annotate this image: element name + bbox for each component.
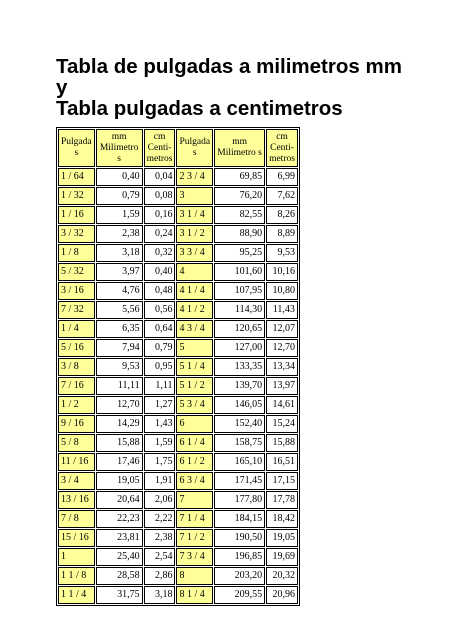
- cm-cell-2: 14,61: [266, 396, 298, 414]
- cm-cell: 0,16: [144, 206, 176, 224]
- inches-cell: 1 / 2: [58, 396, 95, 414]
- header-mm: mm Milimetro s: [96, 129, 143, 167]
- cm-cell-2: 18,42: [266, 510, 298, 528]
- mm-cell-2: 69,85: [214, 168, 265, 186]
- table-row: [58, 377, 298, 395]
- inches-cell: 13 / 16: [58, 491, 95, 509]
- table-row: [58, 586, 298, 604]
- mm-cell-2: 158,75: [214, 434, 265, 452]
- inches-cell: 1 / 4: [58, 320, 95, 338]
- inches-cell-2: 3 1 / 2: [176, 225, 213, 243]
- table-row: [58, 168, 298, 186]
- table-row: [58, 206, 298, 224]
- table-row: [58, 301, 298, 319]
- inches-cell-2: 6 3 / 4: [176, 472, 213, 490]
- cm-cell-2: 16,51: [266, 453, 298, 471]
- inches-cell: 7 / 16: [58, 377, 95, 395]
- cm-cell-2: 7,62: [266, 187, 298, 205]
- conversion-table: [56, 127, 300, 606]
- cm-cell: 3,18: [144, 586, 176, 604]
- cm-cell: 1,27: [144, 396, 176, 414]
- mm-cell: 11,11: [96, 377, 143, 395]
- table-row: [58, 548, 298, 566]
- cm-cell: 0,32: [144, 244, 176, 262]
- inches-cell: 5 / 16: [58, 339, 95, 357]
- cm-cell-2: 10,80: [266, 282, 298, 300]
- mm-cell-2: 88,90: [214, 225, 265, 243]
- cm-cell-2: 6,99: [266, 168, 298, 186]
- inches-cell-2: 4: [176, 263, 213, 281]
- mm-cell: 3,97: [96, 263, 143, 281]
- mm-cell: 23,81: [96, 529, 143, 547]
- mm-cell-2: 101,60: [214, 263, 265, 281]
- inches-cell: 1 / 16: [58, 206, 95, 224]
- cm-cell: 0,04: [144, 168, 176, 186]
- cm-cell: 0,24: [144, 225, 176, 243]
- cm-cell-2: 15,88: [266, 434, 298, 452]
- title-line-3: Tabla pulgadas a centimetros: [56, 97, 343, 120]
- inches-cell-2: 5: [176, 339, 213, 357]
- mm-cell: 5,56: [96, 301, 143, 319]
- inches-cell-2: 7 1 / 2: [176, 529, 213, 547]
- mm-cell-2: 184,15: [214, 510, 265, 528]
- inches-cell: 9 / 16: [58, 415, 95, 433]
- inches-cell-2: 3: [176, 187, 213, 205]
- mm-cell: 22,23: [96, 510, 143, 528]
- inches-cell: 7 / 8: [58, 510, 95, 528]
- mm-cell-2: 171,45: [214, 472, 265, 490]
- inches-cell-2: 6 1 / 4: [176, 434, 213, 452]
- inches-cell: 11 / 16: [58, 453, 95, 471]
- cm-cell: 2,86: [144, 567, 176, 585]
- cm-cell: 2,22: [144, 510, 176, 528]
- cm-cell-2: 20,32: [266, 567, 298, 585]
- table-row: [58, 225, 298, 243]
- table-row: [58, 282, 298, 300]
- cm-cell: 0,79: [144, 339, 176, 357]
- mm-cell-2: 82,55: [214, 206, 265, 224]
- cm-cell: 2,06: [144, 491, 176, 509]
- inches-cell: 3 / 32: [58, 225, 95, 243]
- inches-cell: 1 1 / 8: [58, 567, 95, 585]
- table-row: [58, 396, 298, 414]
- mm-cell: 17,46: [96, 453, 143, 471]
- mm-cell: 12,70: [96, 396, 143, 414]
- cm-cell: 1,11: [144, 377, 176, 395]
- mm-cell: 3,18: [96, 244, 143, 262]
- table-header-row: [58, 129, 298, 167]
- cm-cell: 1,59: [144, 434, 176, 452]
- inches-cell: 3 / 16: [58, 282, 95, 300]
- cm-cell-2: 17,15: [266, 472, 298, 490]
- mm-cell-2: 95,25: [214, 244, 265, 262]
- cm-cell: 2,38: [144, 529, 176, 547]
- mm-cell-2: 120,65: [214, 320, 265, 338]
- table-row: [58, 491, 298, 509]
- cm-cell: 0,95: [144, 358, 176, 376]
- mm-cell-2: 177,80: [214, 491, 265, 509]
- inches-cell-2: 6 1 / 2: [176, 453, 213, 471]
- mm-cell-2: 127,00: [214, 339, 265, 357]
- cm-cell: 0,48: [144, 282, 176, 300]
- inches-cell-2: 6: [176, 415, 213, 433]
- mm-cell-2: 146,05: [214, 396, 265, 414]
- title-line-2: y: [56, 76, 68, 99]
- table-body: [58, 168, 298, 604]
- cm-cell-2: 12,07: [266, 320, 298, 338]
- mm-cell: 14,29: [96, 415, 143, 433]
- cm-cell: 0,64: [144, 320, 176, 338]
- inches-cell: 3 / 4: [58, 472, 95, 490]
- mm-cell-2: 107,95: [214, 282, 265, 300]
- mm-cell-2: 196,85: [214, 548, 265, 566]
- table-row: [58, 472, 298, 490]
- table-row: [58, 339, 298, 357]
- cm-cell-2: 15,24: [266, 415, 298, 433]
- header-cm: cm Centi- metros: [144, 129, 176, 167]
- header-mm-2: mm Milimetro s: [214, 129, 265, 167]
- mm-cell: 6,35: [96, 320, 143, 338]
- mm-cell: 15,88: [96, 434, 143, 452]
- table-row: [58, 187, 298, 205]
- page-title: [56, 56, 456, 119]
- mm-cell: 20,64: [96, 491, 143, 509]
- cm-cell-2: 9,53: [266, 244, 298, 262]
- table-row: [58, 415, 298, 433]
- inches-cell-2: 7 3 / 4: [176, 548, 213, 566]
- table-row: [58, 320, 298, 338]
- cm-cell: 0,56: [144, 301, 176, 319]
- cm-cell-2: 17,78: [266, 491, 298, 509]
- cm-cell-2: 19,69: [266, 548, 298, 566]
- mm-cell: 2,38: [96, 225, 143, 243]
- table-row: [58, 434, 298, 452]
- table-row: [58, 453, 298, 471]
- cm-cell-2: 8,26: [266, 206, 298, 224]
- mm-cell: 19,05: [96, 472, 143, 490]
- inches-cell: 1 / 64: [58, 168, 95, 186]
- inches-cell: 1 / 8: [58, 244, 95, 262]
- mm-cell-2: 209,55: [214, 586, 265, 604]
- inches-cell-2: 5 1 / 4: [176, 358, 213, 376]
- inches-cell: 3 / 8: [58, 358, 95, 376]
- inches-cell-2: 3 3 / 4: [176, 244, 213, 262]
- inches-cell-2: 8: [176, 567, 213, 585]
- inches-cell-2: 5 3 / 4: [176, 396, 213, 414]
- mm-cell: 4,76: [96, 282, 143, 300]
- inches-cell: 7 / 32: [58, 301, 95, 319]
- table-row: [58, 263, 298, 281]
- mm-cell: 9,53: [96, 358, 143, 376]
- inches-cell-2: 7: [176, 491, 213, 509]
- inches-cell-2: 7 1 / 4: [176, 510, 213, 528]
- inches-cell: 1 1 / 4: [58, 586, 95, 604]
- mm-cell: 7,94: [96, 339, 143, 357]
- inches-cell-2: 5 1 / 2: [176, 377, 213, 395]
- mm-cell-2: 190,50: [214, 529, 265, 547]
- inches-cell-2: 3 1 / 4: [176, 206, 213, 224]
- mm-cell-2: 203,20: [214, 567, 265, 585]
- inches-cell: 1: [58, 548, 95, 566]
- mm-cell: 25,40: [96, 548, 143, 566]
- inches-cell-2: 2 3 / 4: [176, 168, 213, 186]
- mm-cell: 0,79: [96, 187, 143, 205]
- mm-cell: 1,59: [96, 206, 143, 224]
- cm-cell-2: 13,34: [266, 358, 298, 376]
- inches-cell: 5 / 32: [58, 263, 95, 281]
- inches-cell-2: 4 3 / 4: [176, 320, 213, 338]
- inches-cell-2: 4 1 / 4: [176, 282, 213, 300]
- header-pulgadas-2: Pulgada s: [176, 129, 213, 167]
- cm-cell-2: 13,97: [266, 377, 298, 395]
- cm-cell: 2,54: [144, 548, 176, 566]
- cm-cell-2: 19,05: [266, 529, 298, 547]
- inches-cell-2: 4 1 / 2: [176, 301, 213, 319]
- cm-cell-2: 11,43: [266, 301, 298, 319]
- inches-cell-2: 8 1 / 4: [176, 586, 213, 604]
- table-row: [58, 358, 298, 376]
- inches-cell: 5 / 8: [58, 434, 95, 452]
- cm-cell: 1,43: [144, 415, 176, 433]
- cm-cell-2: 20,96: [266, 586, 298, 604]
- inches-cell: 1 / 32: [58, 187, 95, 205]
- header-cm-2: cm Centi- metros: [266, 129, 298, 167]
- cm-cell-2: 12,70: [266, 339, 298, 357]
- cm-cell: 1,75: [144, 453, 176, 471]
- cm-cell: 1,91: [144, 472, 176, 490]
- table-row: [58, 510, 298, 528]
- table-row: [58, 529, 298, 547]
- header-pulgadas: Pulgada s: [58, 129, 95, 167]
- mm-cell-2: 152,40: [214, 415, 265, 433]
- mm-cell-2: 165,10: [214, 453, 265, 471]
- mm-cell: 31,75: [96, 586, 143, 604]
- mm-cell-2: 133,35: [214, 358, 265, 376]
- table-row: [58, 244, 298, 262]
- mm-cell: 28,58: [96, 567, 143, 585]
- cm-cell: 0,40: [144, 263, 176, 281]
- inches-cell: 15 / 16: [58, 529, 95, 547]
- mm-cell-2: 76,20: [214, 187, 265, 205]
- mm-cell: 0,40: [96, 168, 143, 186]
- title-line-1: Tabla de pulgadas a milimetros mm: [56, 55, 402, 78]
- table-row: [58, 567, 298, 585]
- cm-cell: 0,08: [144, 187, 176, 205]
- mm-cell-2: 114,30: [214, 301, 265, 319]
- cm-cell-2: 8,89: [266, 225, 298, 243]
- cm-cell-2: 10,16: [266, 263, 298, 281]
- mm-cell-2: 139,70: [214, 377, 265, 395]
